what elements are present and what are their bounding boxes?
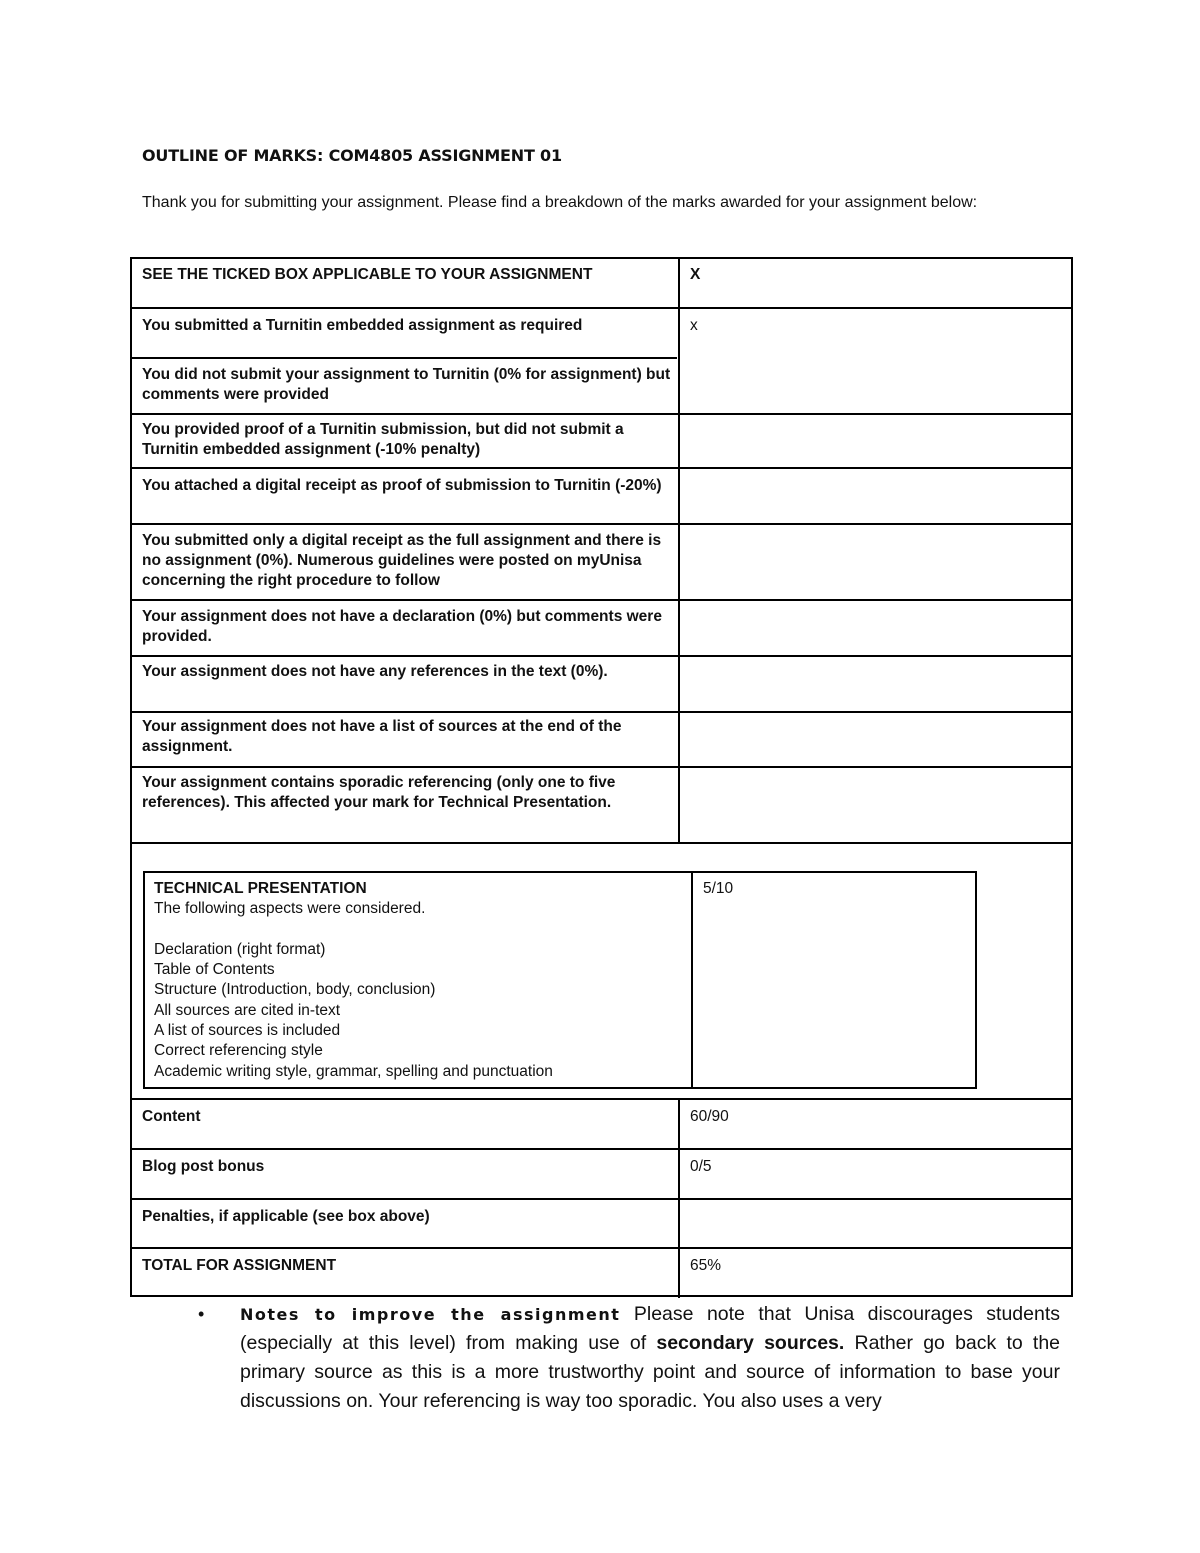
- row-divider: [132, 307, 1071, 309]
- row-divider: [132, 467, 1071, 469]
- technical-title: TECHNICAL PRESENTATION: [154, 880, 367, 897]
- technical-criterion: Academic writing style, grammar, spelling and punctuation: [154, 1062, 553, 1080]
- technical-criterion: Table of Contents: [154, 961, 275, 979]
- row-divider: [132, 1098, 1071, 1100]
- row-divider: [132, 1148, 1071, 1150]
- total-label: TOTAL FOR ASSIGNMENT: [142, 1257, 337, 1274]
- total-value: 65%: [690, 1257, 722, 1274]
- marks-table: [130, 257, 1073, 1297]
- technical-criterion: Declaration (right format): [154, 940, 326, 958]
- score-value: 0/5: [690, 1158, 712, 1175]
- technical-criterion: Correct referencing style: [154, 1042, 323, 1060]
- row-divider: [132, 842, 1071, 844]
- checklist-item: You did not submit your assignment to Turnitin (0% for assignment) but comments were provided: [142, 366, 671, 403]
- page-title: OUTLINE OF MARKS: COM4805 ASSIGNMENT 01: [142, 146, 562, 165]
- notes-paragraph: [240, 1300, 1060, 1416]
- checklist-item: You attached a digital receipt as proof of submission to Turnitin (-20%): [142, 477, 662, 494]
- row-divider: [132, 711, 1071, 713]
- column-divider: [678, 1098, 680, 1298]
- checklist-item: Your assignment does not have a declaration (0%) but comments were provided.: [142, 608, 662, 645]
- notes-text: Rather go back to the primary source as this is a more trustworthy point and source of information to base your discussions on. Your referencing is way too sporadic. You also uses a very: [240, 1332, 1061, 1412]
- checklist-header: SEE THE TICKED BOX APPLICABLE TO YOUR ASSIGNMENT: [142, 266, 593, 283]
- technical-criterion: All sources are cited in-text: [154, 1001, 341, 1019]
- bullet-icon: •: [198, 1304, 205, 1324]
- score-label: Penalties, if applicable (see box above): [142, 1208, 430, 1225]
- checklist-item: Your assignment does not have a list of sources at the end of the assignment.: [142, 718, 622, 755]
- row-divider: [132, 599, 1071, 601]
- row-divider: [132, 655, 1071, 657]
- technical-presentation-box: [143, 871, 977, 1089]
- row-divider: [132, 357, 677, 359]
- row-divider: [132, 523, 1071, 525]
- technical-subtitle: The following aspects were considered.: [154, 900, 426, 918]
- notes-emphasis: secondary sources.: [656, 1332, 845, 1354]
- technical-criterion: Structure (Introduction, body, conclusion): [154, 981, 436, 999]
- row-divider: [132, 766, 1071, 768]
- tick-mark: x: [690, 317, 698, 334]
- intro-paragraph: Thank you for submitting your assignment. Please find a breakdown of the marks awarded for your assignment below:: [142, 194, 978, 211]
- score-label: Blog post bonus: [142, 1158, 265, 1175]
- checklist-header-mark: X: [690, 266, 701, 283]
- notes-title: Notes to improve the assignment: [240, 1305, 621, 1324]
- score-label: Content: [142, 1108, 201, 1125]
- row-divider: [132, 413, 1071, 415]
- score-value: 60/90: [690, 1108, 729, 1125]
- row-divider: [132, 1198, 1071, 1200]
- technical-score: 5/10: [703, 880, 734, 897]
- technical-criterion: A list of sources is included: [154, 1022, 341, 1040]
- column-divider: [691, 873, 693, 1087]
- checklist-item: You submitted a Turnitin embedded assignment as required: [142, 317, 583, 334]
- checklist-item: Your assignment contains sporadic referencing (only one to five references). This affected your mark for Technical Presentation.: [142, 774, 616, 811]
- column-divider: [678, 259, 680, 843]
- checklist-item: You provided proof of a Turnitin submission, but did not submit a Turnitin embedded assignment (-10% penalty): [142, 421, 624, 458]
- checklist-item: You submitted only a digital receipt as the full assignment and there is no assignment (0%). Numerous guidelines were posted on myUnisa concerning the right procedure to follow: [142, 532, 662, 589]
- notes-text: Please note that Unisa discourages students (especially at this level) from making use of: [240, 1303, 1060, 1354]
- checklist-item: Your assignment does not have any references in the text (0%).: [142, 663, 608, 680]
- row-divider: [132, 1247, 1071, 1249]
